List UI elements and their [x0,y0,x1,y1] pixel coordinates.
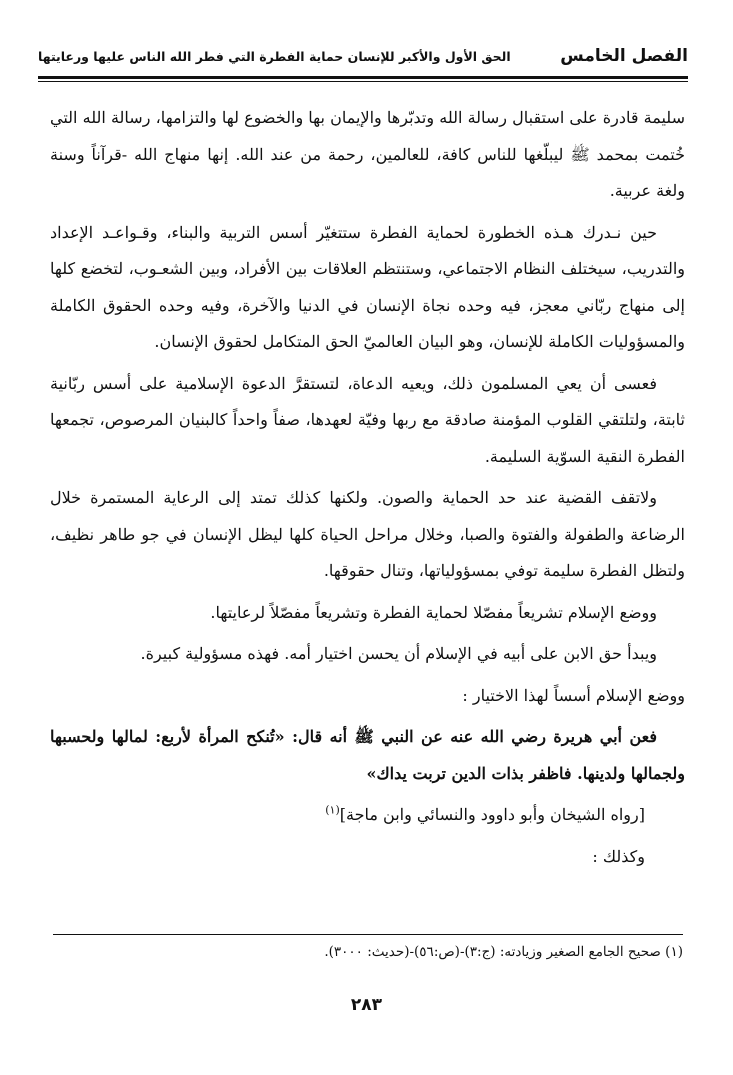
footnote-reference: (١) [325,803,340,817]
closing-line: وكذلك : [592,846,645,866]
paragraph: حين نـدرك هـذه الخطورة لحماية الفطرة ستتغيّر أسس التربية والبناء، وقـواعـد الإعداد والتدريب، سيختلف النظام الاجتماعي، وستنتظم العلاقات بين الأفراد، وبين الشعـوب، لتخضع كلها إلى منهاج ربّاني معجز، فيه وحده نجاة الإنسان في الدنيا والآخرة، وفيه وحده الحقوق الكاملة والمسؤوليات الكاملة للإنسان، وهو البيان العالميّ الحق المتكامل لحقوق الإنسان. [50,222,685,351]
paragraph: ووضع الإسلام تشريعاً مفصّلا لحماية الفطرة وتشريعاً مفصّلاً لرعايتها. [210,602,657,622]
paragraph: سليمة قادرة على استقبال رسالة الله وتدبّرها والإيمان بها والخضوع لها والتزامها، رسالة الله التي خُتمت بمحمد ﷺ ليبلّغها للناس كافة، للعالمين، رحمة من عند الله. إنها منهاج الله -قرآناً وسنة ولغة عربية. [50,108,686,200]
paragraph: ويبدأ حق الابن على أبيه في الإسلام أن يحسن اختيار أمه. فهذه مسؤولية كبيرة. [140,644,657,663]
footnote: (١) صحيح الجامع الصغير وزيادته: (ج:٣)-(ص:٥٦)-(حديث: ٣٠٠٠). [324,944,683,960]
header-rule [38,76,688,79]
paragraph: فعسى أن يعي المسلمون ذلك، ويعيه الدعاة، لتستقرَّ الدعوة الإسلامية على أسس ربّانية ثابتة، ولتلتقي القلوب المؤمنة صادقة مع ربها وفيّة لعهدها، صفاً واحداً كالبنيان المرصوص، تجمعها الفطرة النقية السوّية السليمة. [50,373,686,466]
running-title: الحق الأول والأكبر للإنسان حماية الفطرة التي فطر الله الناس عليها ورعايتها [38,48,511,64]
paragraph: ولاتقف القضية عند حد الحماية والصون. ولكنها كذلك تمتد إلى الرعاية المستمرة خلال الرضاعة والطفولة والفتوة والصبا، وخلال مراحل الحياة كلها ليظل الإنسان في جو طاهر نظيف، ولتظل الفطرة سليمة توفي بمسؤولياتها، وتنال حقوقها. [50,488,685,580]
hadith-source [50,797,685,834]
chapter-title: الفصل الخامس [560,46,688,66]
hadith-quote: فعن أبي هريرة رضي الله عنه عن النبي ﷺ أنه قال: «تُنكح المرأة لأربع: لمالها ولحسبها ولجمالها ولدينها. فاظفر بذات الدين تربت يداك» [50,727,685,783]
hadith-source-text: [رواه الشيخان وأبو داوود والنسائي وابن ماجة] [339,805,645,824]
main-text [50,100,685,880]
header-rule-thin [38,81,688,82]
page-number: ٢٨٣ [350,995,383,1015]
page-header [38,38,688,74]
footnote-rule [53,934,683,935]
paragraph: ووضع الإسلام أسساً لهذا الاختيار : [462,685,685,705]
